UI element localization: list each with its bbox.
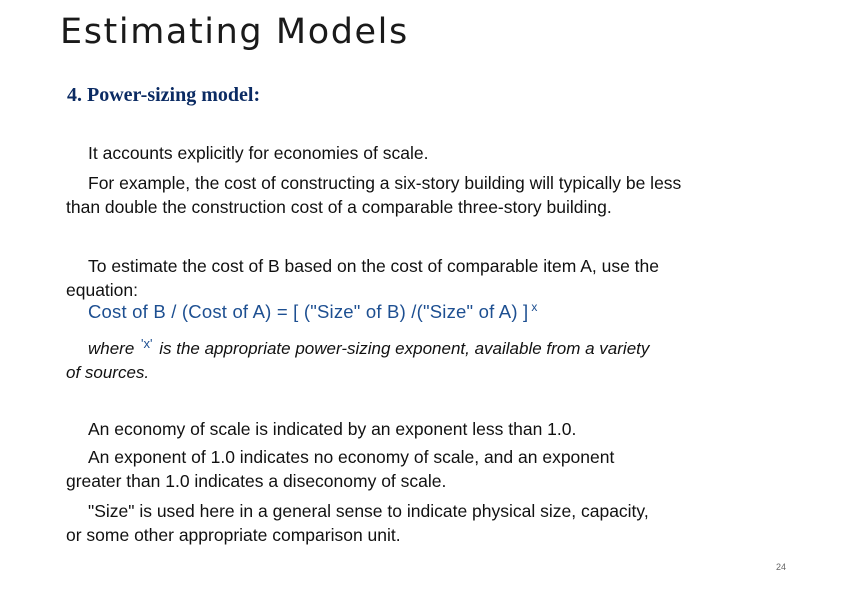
where-line-2: of sources. [66,363,150,382]
p5a-text: An exponent of 1.0 indicates no economy of scale, and an exponent [88,447,615,467]
equation-exponent: x [531,300,538,314]
paragraph-scale [66,141,428,165]
where-prefix: where [88,339,135,358]
p2b-text: than double the construction cost of a comparable three-story building. [66,197,612,217]
page-number: 24 [776,562,787,572]
exponent-symbol: 'x' [141,336,153,351]
slide-title: Estimating Models [60,12,409,52]
p3b-text: equation: [66,280,139,300]
paragraph-example [66,171,806,219]
paragraph-exponent [66,445,806,493]
where-clause [66,332,786,385]
p3a-text: To estimate the cost of B based on the cost of comparable item A, use the [88,256,660,276]
section-heading: 4. Power-sizing model: [67,84,261,106]
paragraph-economy [66,417,576,441]
p6b-text: or some other appropriate comparison unit. [66,525,401,545]
equation-text: Cost of B / (Cost of A) = [ ("Size" of B) /("Size" of A) ] [88,301,529,322]
p5b-text: greater than 1.0 indicates a diseconomy of scale. [66,471,447,491]
p1-text: It accounts explicitly for economies of scale. [88,143,429,163]
paragraph-size [66,499,806,547]
p4-text: An economy of scale is indicated by an exponent less than 1.0. [88,419,577,439]
p2a-text: For example, the cost of constructing a six-story building will typically be less [88,173,682,193]
paragraph-estimate [66,254,806,302]
power-sizing-equation [88,300,538,323]
where-description: is the appropriate power-sizing exponent, available from a variety [159,339,650,358]
p6a-text: "Size" is used here in a general sense to indicate physical size, capacity, [88,501,649,521]
